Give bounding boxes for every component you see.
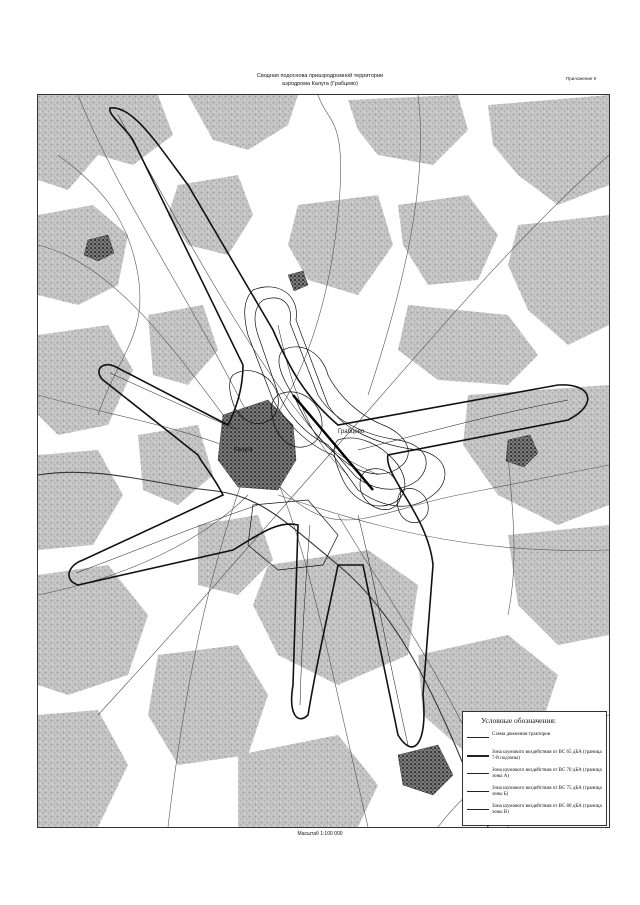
legend-item-tracks (467, 732, 605, 750)
legend-line-icon (467, 737, 489, 738)
label-airport: Грабцево (338, 429, 365, 435)
legend-title: Условные обозначения: (481, 716, 557, 725)
runway (293, 395, 373, 490)
scale-label: Масштаб 1:100 000 (297, 831, 343, 837)
map-title-line1: Сводная подоснова приаэродромной территории (256, 73, 384, 79)
legend-line-icon (467, 773, 489, 774)
kaluga-city-area (218, 400, 296, 490)
legend-text-tracks: Схема движения тракторов (492, 732, 550, 737)
legend-item-65dba (467, 750, 605, 768)
appendix-label: Приложение 9 (566, 76, 597, 81)
label-kaluga: Калуга (234, 447, 253, 453)
map-title-line2: аэродрома Калуга (Грабцево) (282, 80, 358, 87)
legend-item-80dba (467, 804, 605, 822)
legend-text-65dba: Зона шумового воздействия от ВС 65 дБА (граница 7-й подзоны) (492, 750, 602, 761)
legend-text-80dba: Зона шумового воздействия от ВС 80 дБА (граница зоны В) (492, 804, 602, 815)
map-legend (462, 711, 607, 826)
legend-line-icon (467, 755, 489, 757)
legend-line-icon (467, 809, 489, 810)
legend-line-icon (467, 791, 489, 792)
legend-text-70dba: Зона шумового воздействия от ВС 70 дБА (граница зоны А) (492, 768, 602, 779)
legend-item-75dba (467, 786, 605, 804)
map-title (200, 73, 440, 88)
legend-text-75dba: Зона шумового воздействия от ВС 75 дБА (граница зоны Б) (492, 786, 602, 797)
legend-item-70dba (467, 768, 605, 786)
